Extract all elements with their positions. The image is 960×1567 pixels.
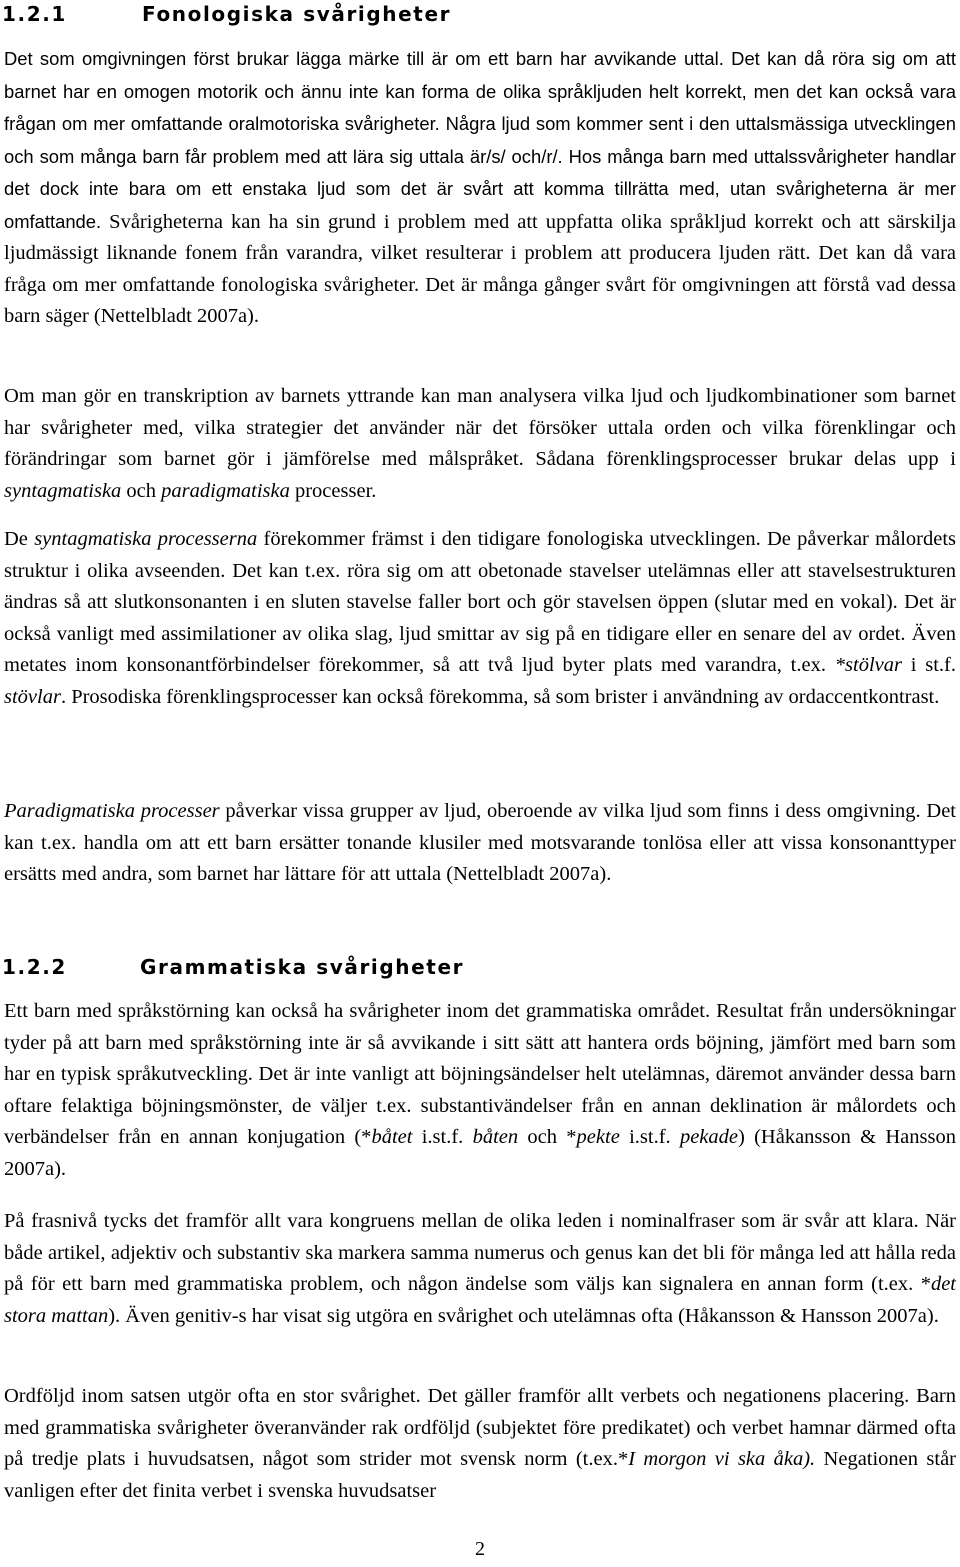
paragraph-syntagmatiska [4, 524, 956, 713]
emphasis: I morgon vi ska åka). [628, 1448, 816, 1470]
text: ) (Håkansson & Hansson 2007a). [4, 1126, 956, 1180]
section-number: 1.2.1 [2, 2, 67, 26]
emphasis: det stora mattan [4, 1273, 956, 1327]
section-heading-fonologiska [2, 2, 451, 26]
text: Negationen står vanligen efter det finita verbet i svenska huvudsatser [4, 1448, 956, 1502]
text: processer. [289, 479, 377, 502]
section-title: Grammatiska svårigheter [140, 955, 465, 979]
emphasis: paradigmatiska [161, 479, 290, 502]
section-heading-grammatiska [2, 955, 464, 979]
emphasis: *stölvar [834, 654, 902, 676]
text: . Prosodiska förenklingsprocesser kan också förekomma, så som brister i användning av ordaccentkontrast. [60, 685, 940, 708]
section-title: Fonologiska svårigheter [142, 2, 452, 26]
text: i.st.f. [412, 1126, 473, 1148]
emphasis: båtet [371, 1126, 413, 1148]
text: ). Även genitiv-s har visat sig utgöra en svårighet och utelämnas ofta (Håkansson & Hansson 2007a). [108, 1304, 939, 1327]
text: i.st.f. [619, 1126, 680, 1148]
text: och * [518, 1126, 577, 1148]
emphasis: Paradigmatiska processer [4, 800, 220, 822]
text: Ordföljd inom satsen utgör ofta en stor svårighet. Det gäller framför allt verbets och negationens placering. Barn med grammatiska svårigheter överanvänder rak ordföljd (subjektet före predikatet) och verbet hamnar därmed ofta på tredje plats i huvudsatsen, något som strider mot svensk norm (t.ex.* [4, 1385, 956, 1470]
paragraph-transkription [4, 381, 956, 507]
text: Ett barn med språkstörning kan också ha svårigheter inom det grammatiska området. Resultat från undersökningar tyder på att barn med språkstörning inte är så avvikande i sitt sätt att hantera ords böjning, jämfört med barn som har en typisk språkutveckling. Det är inte vanligt att böjningsändelser helt utelämnas, däremot använder dessa barn oftare felaktiga böjningsmönster, de väljer t.ex. substantivändelser från en annan deklination är målordets och verbändelser från en annan konjugation (* [4, 1000, 956, 1148]
text: förekommer främst i den tidigare fonologiska utvecklingen. De påverkar målordets struktur i olika avseenden. Det kan t.ex. röra sig om att obetonade stavelser utelämnas eller att stavelsestrukturen ändras så att slutkonsonanten i en sluten stavelse faller bort och gör stavelsen öppen (slutar med en vokal). Det är också vanligt med assimilationer av olika slag, ljud smittar av sig på en tidigare eller en senare del av ordet. Även metates inom konsonantförbindelser förekommer, så att två ljud byter plats med varandra, t.ex. [4, 528, 957, 676]
text: Om man gör en transkription av barnets yttrande kan man analysera vilka ljud och ljudkombinationer som barnet har svårigheter med, vilka strategier det använder när det försöker uttala orden och vilka förenklingar och förändringar som barnet gör i jämförelse med målspråket. Sådana förenklingsprocesser brukar delas upp i [4, 385, 956, 470]
paragraph-bojning [4, 996, 956, 1185]
page-number: 2 [475, 1538, 485, 1560]
emphasis: båten [472, 1126, 519, 1148]
text: På frasnivå tycks det framför allt vara kongruens mellan de olika leden i nominalfraser som är svår att klara. När både artikel, adjektiv och substantiv ska markera samma numerus och genus kan det bli för många led att hålla reda på för ett barn med grammatiska problem, och någon ändelse som väljs kan signalera en annan form (t.ex. * [4, 1210, 956, 1295]
text: De [4, 528, 35, 550]
text: påverkar vissa grupper av ljud, oberoende av vilka ljud som finns i dess omgivning. Det kan t.ex. handla om att ett barn ersätter tonande klusiler med motsvarande tonlösa eller att vissa konsonanttyper ersätts med andra, som barnet har lättare för att uttala (Nettelbladt 2007a). [4, 800, 957, 885]
text: i st.f. [901, 654, 956, 676]
paragraph-frasniva [4, 1206, 956, 1332]
emphasis: syntagmatiska processerna [34, 528, 258, 550]
emphasis: stövlar [4, 685, 61, 708]
paragraph-paradigmatiska [4, 796, 956, 891]
paragraph-text-sans: Det som omgivningen först brukar lägga märke till är om ett barn har avvikande uttal. Det kan då röra sig om att barnet har en omogen motorik och ännu inte kan forma de olika språkljuden helt korrekt, men det kan också vara frågan om mer omfattande oralmotoriska svårigheter. Några ljud som kommer sent i den uttalsmässiga utvecklingen och som många barn får problem med att lära sig uttala är/s/ och/r/. Hos många barn med uttalssvårigheter handlar det dock inte bara om ett enstaka ljud som det är svårt att komma tillrätta med, utan svårigheterna är mer omfattande. [4, 48, 956, 232]
paragraph-ordfoljd [4, 1381, 956, 1507]
emphasis: pekade [679, 1126, 738, 1148]
emphasis: syntagmatiska [4, 479, 122, 502]
paragraph-uttal [4, 43, 956, 333]
text: och [121, 479, 162, 502]
section-number: 1.2.2 [2, 955, 67, 979]
paragraph-text: Svårigheterna kan ha sin grund i problem med att uppfatta olika språkljud korrekt och att särskilja ljudmässigt liknande fonem från varandra, vilket resulterar i problem att producera ljuden rätt. Det kan då vara fråga om mer omfattande fonologiska svårigheter. Det är många gånger svårt för omgivningen att förstå vad dessa barn säger (Nettelbladt 2007a). [4, 210, 956, 327]
emphasis: pekte [576, 1126, 620, 1148]
